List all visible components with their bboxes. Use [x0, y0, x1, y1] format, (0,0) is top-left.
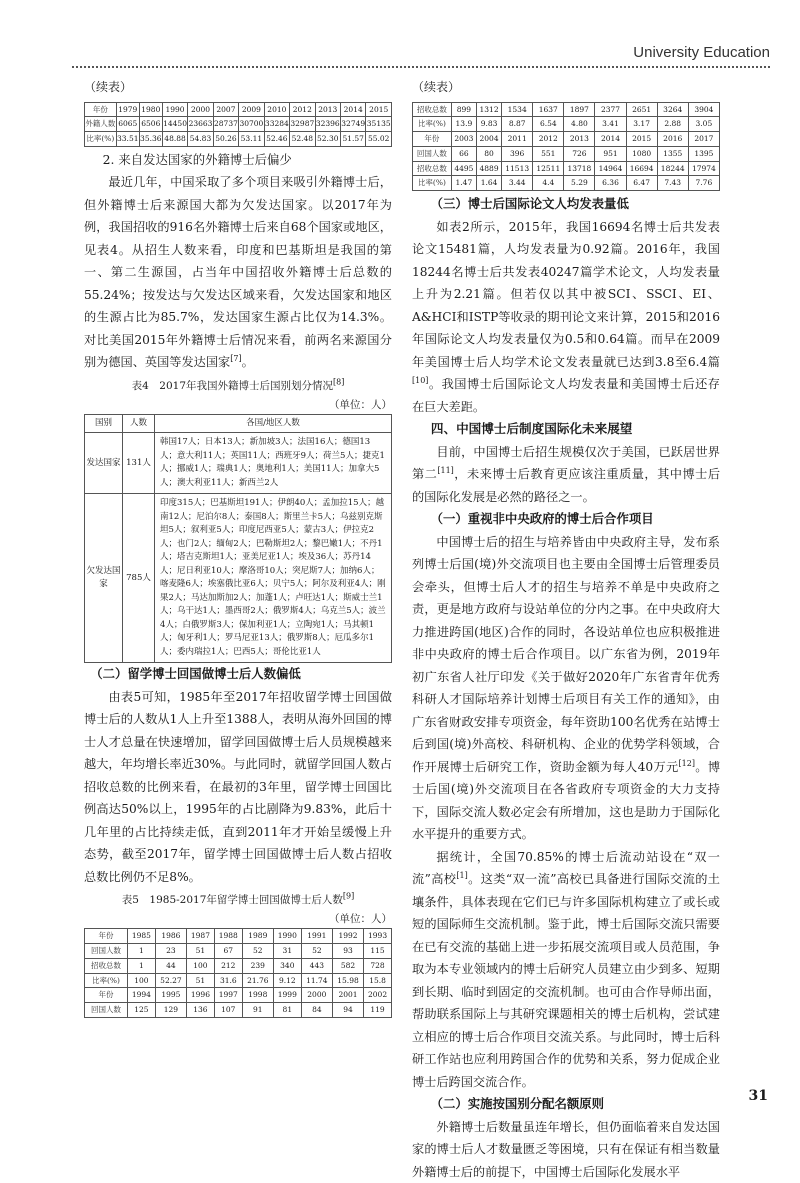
left-column	[84, 76, 392, 1018]
table-cell: 31.6	[214, 973, 242, 988]
paragraph: 最近几年，中国采取了多个项目来吸引外籍博士后，但外籍博士后来源国大都为欠发达国家。以2017年为例，我国招收的916名外籍博士后来自68个国家或地区，见表4。从招生人数来看，印度和巴基斯坦是我国的第一、第二生源国，占当年中国招收外籍博士后总数的55.24%；按发达与欠发达区域来看，欠发达国家和地区的生源占比为85.7%，发达国家生源占比仅为14.3%。对比美国2015年外籍博士后情况来看，前两名来源国分别为德国、英国等发达国家[7]。	[84, 171, 392, 374]
table-cell: 1992	[332, 929, 363, 944]
paragraph: 由表5可知，1985年至2017年招收留学博士回国做博士后的人数从1人上升至1388人，表明从海外回国的博士人才总量在快速增加，留学回国做博士后人员规模越来越大，年均增长率近30%。与此同时，就留学回国人数占招收总数的比例来看，在最初的3年里，留学博士回国比例高达50%以上，1995年的占比剧降为9.83%，此后十几年里的占比持续走低，直到2011年才开始呈缓慢上升态势，截至2017年，留学博士回国做博士后人数占招收总数比例仍不足8%。	[84, 686, 392, 889]
table-cell: 23663	[188, 117, 213, 132]
table-cell: 53.11	[239, 132, 264, 147]
table-cell: 13.9	[451, 117, 476, 132]
table-cell: 93	[332, 944, 363, 959]
table-cell: 2002	[364, 988, 392, 1003]
table-cell: 52	[301, 944, 332, 959]
table-row	[85, 117, 392, 132]
section-title: 四、中国博士后制度国际化未来展望	[412, 418, 720, 441]
table-row	[85, 929, 392, 944]
row-header-cell: 回国人数	[413, 146, 452, 161]
continued-label: （续表）	[412, 76, 720, 99]
table-row	[85, 132, 392, 147]
table-cell: 1979	[116, 102, 139, 117]
row-header-cell: 年份	[85, 102, 117, 117]
count-cell: 131人	[123, 433, 155, 494]
row-header-cell: 年份	[85, 988, 128, 1003]
table-cell: 35135	[366, 117, 392, 132]
table-country-distribution	[84, 414, 392, 664]
column-header: 各国/地区人数	[155, 414, 392, 433]
table-cell: 35.36	[139, 132, 162, 147]
table-cell: 13718	[564, 161, 595, 176]
table-cell: 11.74	[301, 973, 332, 988]
row-header-cell: 年份	[413, 132, 452, 147]
table-cell: 1989	[242, 929, 273, 944]
table-cell: 15.98	[332, 973, 363, 988]
table-cell: 340	[273, 958, 301, 973]
table-cell: 51.57	[340, 132, 365, 147]
continued-label: （续表）	[84, 76, 392, 99]
table-cell: 2009	[239, 102, 264, 117]
table-cell: 84	[301, 1003, 332, 1018]
table-cell: 6065	[116, 117, 139, 132]
table-cell: 66	[451, 146, 476, 161]
table-cell: 212	[214, 958, 242, 973]
table-cell: 726	[564, 146, 595, 161]
table-cell: 2016	[657, 132, 688, 147]
table-caption: 表5 1985-2017年留学博士回国做博士后人数[9]	[84, 890, 392, 910]
table-cell: 6.47	[626, 176, 657, 191]
table-cell: 9.83	[476, 117, 501, 132]
table-cell: 67	[214, 944, 242, 959]
paragraph: 据统计，全国70.85%的博士后流动站设在“双一流”高校[1]。这类“双一流”高校已具备进行国际交流的土壤条件，具体表现在它们已与许多国际机构建立了或长或短的国际师生交流机制。鉴于此，博士后国际交流只需要在已有交流的基础上进一步拓展交流项目或人员范围，争取为本专业领域内的博士后研究人员建立由少到多、短期到长期、临时到固定的交流机制。也可由合作导师出面，帮助联系国际上与其研究课题相关的博士后机构，尝试建立相应的博士后合作项目交流关系。与此同时，博士后科研工作站也应利用跨国合作的优势和关系，努力促成企业博士后跨国交流合作。	[412, 846, 720, 1094]
table-unit: （单位：人）	[84, 396, 392, 414]
table-cell: 1993	[364, 929, 392, 944]
table-row	[85, 433, 392, 494]
table-cell: 1534	[502, 102, 533, 117]
row-header-cell: 比率(%)	[413, 176, 452, 191]
table-cell: 1990	[273, 929, 301, 944]
table-cell: 50.26	[213, 132, 238, 147]
table-cell: 7.43	[657, 176, 688, 191]
table-cell: 1986	[155, 929, 186, 944]
table-cell: 1999	[273, 988, 301, 1003]
table-foreign-ratio	[84, 102, 392, 147]
table-cell: 2000	[188, 102, 213, 117]
table-cell: 11513	[502, 161, 533, 176]
table-cell: 2377	[595, 102, 626, 117]
table-cell: 2013	[315, 102, 340, 117]
page-number: 31	[749, 1088, 768, 1104]
table-row	[413, 146, 720, 161]
table-cell: 2013	[564, 132, 595, 147]
table-cell: 2651	[626, 102, 657, 117]
table-cell: 1080	[626, 146, 657, 161]
table-cell: 3904	[688, 102, 719, 117]
table-cell: 3.17	[626, 117, 657, 132]
table-cell: 33.51	[116, 132, 139, 147]
table-cell: 1	[127, 958, 155, 973]
table-cell: 9.12	[273, 973, 301, 988]
table-cell: 100	[127, 973, 155, 988]
table-cell: 2014	[340, 102, 365, 117]
table-cell: 899	[451, 102, 476, 117]
table-cell: 55.02	[366, 132, 392, 147]
table-cell: 239	[242, 958, 273, 973]
table-cell: 8.87	[502, 117, 533, 132]
table-cell: 125	[127, 1003, 155, 1018]
table-cell: 52.48	[290, 132, 315, 147]
table-cell: 3.41	[595, 117, 626, 132]
country-group-cell: 发达国家	[85, 433, 123, 494]
row-header-cell: 回国人数	[85, 1003, 128, 1018]
table-cell: 1987	[187, 929, 215, 944]
row-header-cell: 招收总数	[85, 958, 128, 973]
table-cell: 2012	[533, 132, 564, 147]
table-cell: 1995	[155, 988, 186, 1003]
table-row	[85, 102, 392, 117]
right-column	[412, 76, 720, 1183]
table-cell: 2001	[332, 988, 363, 1003]
table-cell: 1988	[214, 929, 242, 944]
table-cell: 2011	[502, 132, 533, 147]
row-header-cell: 招收总数	[413, 102, 452, 117]
paragraph: 目前，中国博士后招生规模仅次于美国，已跃居世界第二[11]，未来博士后教育更应该注重质量，其中博士后的国际化发展是必然的路径之一。	[412, 441, 720, 509]
table-cell: 44	[155, 958, 186, 973]
table-cell: 5.29	[564, 176, 595, 191]
table-cell: 1355	[657, 146, 688, 161]
table-cell: 23	[155, 944, 186, 959]
table-cell: 2015	[626, 132, 657, 147]
table-cell: 1.64	[476, 176, 501, 191]
table-cell: 31	[273, 944, 301, 959]
table-row	[413, 132, 720, 147]
table-cell: 1996	[187, 988, 215, 1003]
table-cell: 100	[187, 958, 215, 973]
table-cell: 52.46	[264, 132, 289, 147]
table-row	[85, 988, 392, 1003]
row-header-cell: 比率(%)	[413, 117, 452, 132]
table-cell: 1997	[214, 988, 242, 1003]
table-row	[413, 117, 720, 132]
table-cell: 4889	[476, 161, 501, 176]
table-cell: 32396	[315, 117, 340, 132]
table-cell: 443	[301, 958, 332, 973]
table-cell: 2015	[366, 102, 392, 117]
table-cell: 119	[364, 1003, 392, 1018]
table-row	[85, 973, 392, 988]
table-cell: 2004	[476, 132, 501, 147]
table-cell: 6.36	[595, 176, 626, 191]
table-row	[413, 176, 720, 191]
country-group-cell: 欠发达国家	[85, 494, 123, 663]
table-cell: 2014	[595, 132, 626, 147]
table-row	[85, 494, 392, 663]
table-cell: 1998	[242, 988, 273, 1003]
table-cell: 51	[187, 944, 215, 959]
table-cell: 951	[595, 146, 626, 161]
table-cell: 94	[332, 1003, 363, 1018]
table-cell: 33284	[264, 117, 289, 132]
section-title: （三）博士后国际论文人均发表量低	[412, 193, 720, 216]
table-row	[85, 944, 392, 959]
table-cell: 81	[273, 1003, 301, 1018]
table-cell: 1985	[127, 929, 155, 944]
table-cell: 3.44	[502, 176, 533, 191]
section-title: 2. 来自发达国家的外籍博士后偏少	[84, 149, 392, 172]
table-row	[85, 1003, 392, 1018]
table-cell: 551	[533, 146, 564, 161]
column-header: 人数	[123, 414, 155, 433]
region-list-cell: 韩国17人；日本13人；新加坡3人；法国16人；德国13人；意大利11人；英国11人；西班牙9人；荷兰5人；捷克1人；挪威1人；瑞典1人；奥地利1人；美国11人；加拿大5人；澳大利亚11人；新西兰2人	[155, 433, 392, 494]
table-cell: 32749	[340, 117, 365, 132]
table-cell: 91	[242, 1003, 273, 1018]
table-caption: 表4 2017年我国外籍博士后国别划分情况[8]	[84, 376, 392, 396]
table-cell: 1312	[476, 102, 501, 117]
table-cell: 32987	[290, 117, 315, 132]
table-cell: 30700	[239, 117, 264, 132]
table-cell: 12511	[533, 161, 564, 176]
table-cell: 48.88	[162, 132, 187, 147]
row-header-cell: 比率(%)	[85, 132, 117, 147]
journal-header: University Education	[633, 44, 770, 61]
table-cell: 52.27	[155, 973, 186, 988]
table-cell: 1994	[127, 988, 155, 1003]
table-cell: 1991	[301, 929, 332, 944]
table-cell: 1	[127, 944, 155, 959]
table-cell: 1637	[533, 102, 564, 117]
table-returnees-continued	[412, 102, 720, 192]
table-cell: 4.80	[564, 117, 595, 132]
section-title: （一）重视非中央政府的博士后合作项目	[412, 508, 720, 531]
table-cell: 14450	[162, 117, 187, 132]
row-header-cell: 年份	[85, 929, 128, 944]
table-cell: 6.54	[533, 117, 564, 132]
table-cell: 2.88	[657, 117, 688, 132]
table-returnees	[84, 928, 392, 1018]
table-cell: 28737	[213, 117, 238, 132]
table-cell: 1980	[139, 102, 162, 117]
table-cell: 7.76	[688, 176, 719, 191]
table-cell: 396	[502, 146, 533, 161]
table-cell: 21.76	[242, 973, 273, 988]
table-cell: 80	[476, 146, 501, 161]
table-cell: 2017	[688, 132, 719, 147]
count-cell: 785人	[123, 494, 155, 663]
row-header-cell: 比率(%)	[85, 973, 128, 988]
row-header-cell: 回国人数	[85, 944, 128, 959]
table-cell: 728	[364, 958, 392, 973]
row-header-cell: 招收总数	[413, 161, 452, 176]
column-header: 国别	[85, 414, 123, 433]
table-cell: 51	[187, 973, 215, 988]
table-cell: 2010	[264, 102, 289, 117]
header-divider	[72, 66, 770, 68]
table-cell: 2003	[451, 132, 476, 147]
paragraph: 如表2所示，2015年，我国16694名博士后共发表论文15481篇，人均发表量为0.92篇。2016年，我国18244名博士后共发表40247篇学术论文，人均发表量上升为2.21篇。但若仅以其中被SCI、SSCI、EI、A&HCI和ISTP等收录的期刊论文来计算，2015和2016年国际论文人均发表量仅为0.5和0.64篇。而早在2009年美国博士后人均学术论文发表量就已达到3.8至6.4篇[10]。我国博士后国际论文人均发表量和美国博士后还存在巨大差距。	[412, 216, 720, 419]
table-cell: 129	[155, 1003, 186, 1018]
table-cell: 1395	[688, 146, 719, 161]
table-cell: 3.05	[688, 117, 719, 132]
table-cell: 1.47	[451, 176, 476, 191]
table-cell: 52.30	[315, 132, 340, 147]
table-header-row	[85, 414, 392, 433]
table-cell: 107	[214, 1003, 242, 1018]
table-cell: 6506	[139, 117, 162, 132]
section-title: （二）实施按国别分配名额原则	[412, 1093, 720, 1116]
paragraph: 中国博士后的招生与培养皆由中央政府主导，发布系列博士后国(境)外交流项目也主要由全国博士后管理委员会牵头，但博士后人才的招生与培养不单是中央政府之责，更是地方政府与设站单位的分内之事。在中央政府大力推进跨国(地区)合作的同时，各设站单位也应积极推进非中央政府的博士后合作项目。以广东省为例，2019年初广东省人社厅印发《关于做好2020年广东省青年优秀科研人才国际培养计划博士后项目有关工作的通知》，由广东省财政安排专项资金，每年资助100名优秀在站博士后到国(境)外高校、科研机构、企业的优势学科领域，合作开展博士后研究工作，资助金额为每人40万元[12]。博士后国(境)外交流项目在各省政府专项资金的大力支持下，国际交流人数必定会有所增加，这也是助力于国际化水平提升的重要方式。	[412, 531, 720, 846]
table-cell: 16694	[626, 161, 657, 176]
table-cell: 1990	[162, 102, 187, 117]
paragraph: 外籍博士后数量虽连年增长，但仍面临着来自发达国家的博士后人才数量匮乏等困境，只有在保证有相当数量外籍博士后的前提下，中国博士后国际化发展水平	[412, 1116, 720, 1183]
table-cell: 3264	[657, 102, 688, 117]
table-cell: 4.4	[533, 176, 564, 191]
table-row	[85, 958, 392, 973]
table-row	[413, 161, 720, 176]
table-cell: 14964	[595, 161, 626, 176]
region-list-cell: 印度315人；巴基斯坦191人；伊朗40人；孟加拉15人；越南12人；尼泊尔8人；泰国8人；斯里兰卡5人；乌兹别克斯坦5人；叙利亚5人；印度尼西亚5人；蒙古3人；伊拉克2人；也门2人；缅甸2人；巴勒斯坦2人；黎巴嫩1人；不丹1人；塔吉克斯坦1人；亚美尼亚1人；埃及36人；苏丹14人；尼日利亚10人；摩洛哥10人；突尼斯7人；加纳6人；喀麦隆6人；埃塞俄比亚6人；贝宁5人；阿尔及利亚4人；刚果2人；马达加斯加2人；加蓬1人；卢旺达1人；斯威士兰1人；乌干达1人；墨西哥2人；俄罗斯4人；乌克兰5人；波兰4人；白俄罗斯3人；保加利亚1人；立陶宛1人；马其顿1人；匈牙利1人；罗马尼亚13人；俄罗斯8人；厄瓜多尔1人；委内瑞拉1人；巴西5人；哥伦比亚1人	[155, 494, 392, 663]
table-cell: 2007	[213, 102, 238, 117]
row-header-cell: 外籍人数	[85, 117, 117, 132]
table-cell: 4495	[451, 161, 476, 176]
section-title: （二）留学博士回国做博士后人数偏低	[84, 663, 392, 686]
table-cell: 136	[187, 1003, 215, 1018]
table-cell: 18244	[657, 161, 688, 176]
table-row	[413, 102, 720, 117]
table-cell: 17974	[688, 161, 719, 176]
table-cell: 2000	[301, 988, 332, 1003]
table-cell: 115	[364, 944, 392, 959]
table-cell: 582	[332, 958, 363, 973]
table-cell: 1897	[564, 102, 595, 117]
table-cell: 54.83	[188, 132, 213, 147]
table-cell: 52	[242, 944, 273, 959]
table-cell: 2012	[290, 102, 315, 117]
table-cell: 15.8	[364, 973, 392, 988]
table-unit: （单位：人）	[84, 910, 392, 928]
